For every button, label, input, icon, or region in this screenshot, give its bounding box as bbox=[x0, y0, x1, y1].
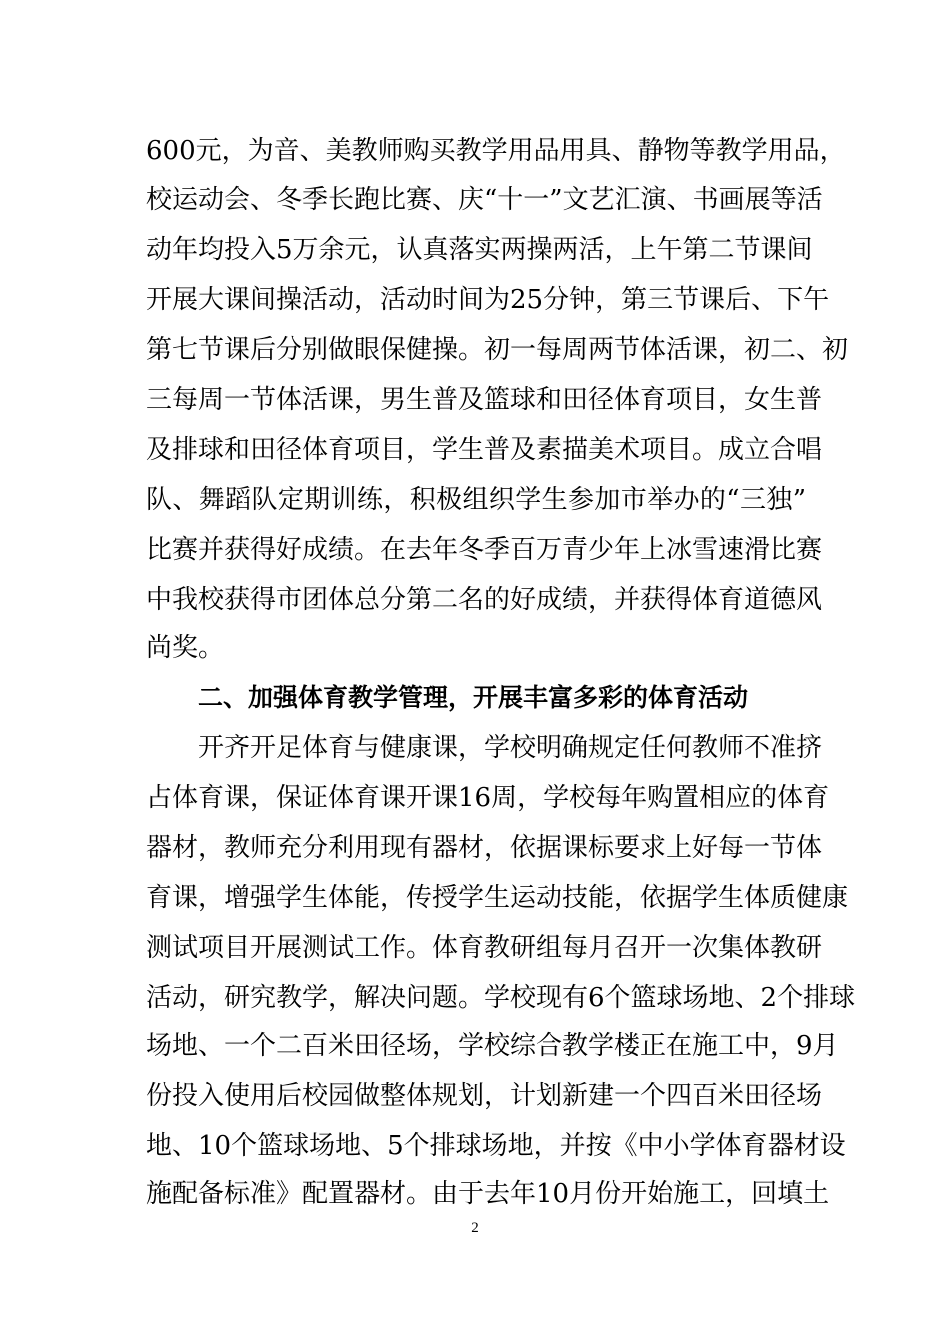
page-number: 2 bbox=[471, 1220, 479, 1236]
body-text-line: 动年均投入5万余元，认真落实两操两活，上午第二节课间 bbox=[146, 235, 813, 265]
body-text-line: 份投入使用后校园做整体规划，计划新建一个四百米田径场 bbox=[146, 1081, 823, 1111]
body-text-line: 场地、一个二百米田径场，学校综合教学楼正在施工中，9月 bbox=[146, 1031, 839, 1061]
body-text-line: 600元，为音、美教师购买教学用品用具、静物等教学用品， bbox=[146, 136, 846, 166]
body-text-line: 育课，增强学生体能，传授学生运动技能，依据学生体质健康 bbox=[146, 883, 849, 913]
body-text-line: 占体育课，保证体育课开课16周，学校每年购置相应的体育 bbox=[146, 783, 830, 813]
body-text-line: 队、舞蹈队定期训练，积极组织学生参加市举办的“三独” bbox=[146, 485, 806, 515]
section-heading: 二、加强体育教学管理，开展丰富多彩的体育活动 bbox=[198, 683, 749, 712]
body-text-line: 三每周一节体活课，男生普及篮球和田径体育项目，女生普 bbox=[146, 385, 823, 415]
body-text-line: 第七节课后分别做眼保健操。初一每周两节体活课，初二、初 bbox=[146, 335, 849, 365]
body-text-line: 活动，研究教学，解决问题。学校现有6个篮球场地、2个排球 bbox=[146, 983, 856, 1013]
body-text-line: 比赛并获得好成绩。在去年冬季百万青少年上冰雪速滑比赛 bbox=[146, 535, 823, 565]
body-text-line: 器材，教师充分利用现有器材，依据课标要求上好每一节体 bbox=[146, 833, 823, 863]
body-text-line: 校运动会、冬季长跑比赛、庆“十一”文艺汇演、书画展等活 bbox=[146, 185, 823, 215]
body-text-line: 开齐开足体育与健康课，学校明确规定任何教师不准挤 bbox=[198, 733, 823, 763]
body-text-line: 中我校获得市团体总分第二名的好成绩，并获得体育道德风 bbox=[146, 585, 823, 615]
body-text-line: 及排球和田径体育项目，学生普及素描美术项目。成立合唱 bbox=[146, 435, 823, 465]
body-text-line: 开展大课间操活动，活动时间为25分钟，第三节课后、下午 bbox=[146, 285, 830, 315]
body-text-line: 地、10个篮球场地、5个排球场地，并按《中小学体育器材设 bbox=[146, 1131, 846, 1161]
body-text-line: 测试项目开展测试工作。体育教研组每月召开一次集体教研 bbox=[146, 933, 823, 963]
body-text-line: 尚奖。 bbox=[146, 633, 225, 663]
body-text-line: 施配备标准》配置器材。由于去年10月份开始施工，回填土 bbox=[146, 1179, 830, 1209]
